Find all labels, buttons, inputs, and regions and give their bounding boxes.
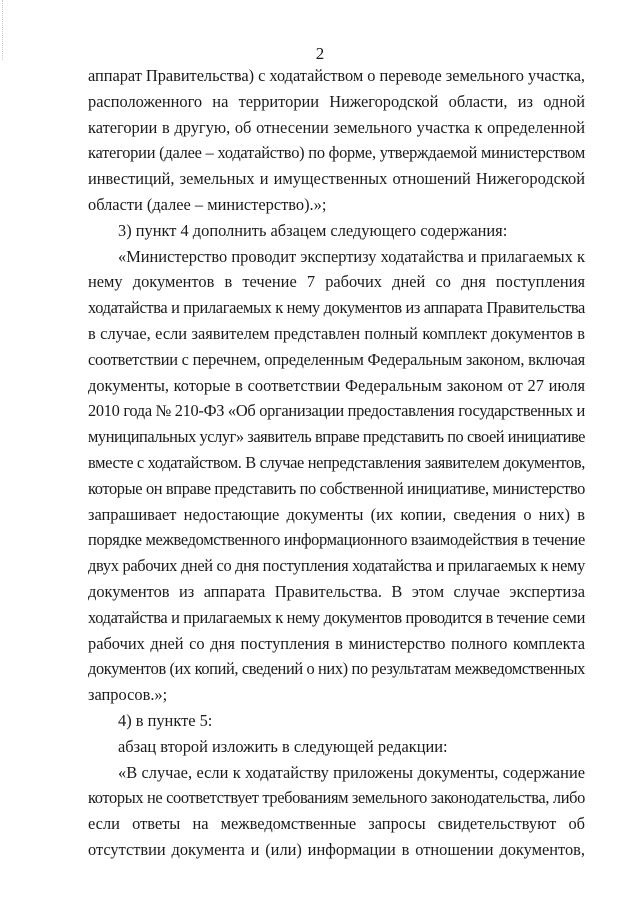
- text-line: категории (далее – ходатайство) по форме, утверждаемой министерством: [88, 143, 585, 163]
- text-line: нему документов в течение 7 рабочих дней со дня поступления: [88, 272, 585, 292]
- text-line: абзац второй изложить в следующей редакции:: [118, 736, 448, 756]
- text-line: порядке межведомственного информационного взаимодействия в течение: [88, 530, 585, 550]
- text-line: ходатайства и прилагаемых к нему документов из аппарата Правительства: [88, 298, 585, 318]
- text-line: рабочих дней со дня поступления в министерство полного комплекта: [88, 633, 585, 653]
- text-line: ходатайства и прилагаемых к нему документов проводится в течение семи: [88, 607, 585, 627]
- text-line: документов (их копий, сведений о них) по результатам межведомственных: [88, 659, 585, 679]
- text-line: вместе с ходатайством. В случае непредставления заявителем документов,: [88, 452, 585, 472]
- text-line: отсутствии документа и (или) информации в отношении документов,: [88, 839, 585, 859]
- page-number: 2: [315, 44, 325, 63]
- text-line: соответствии с перечнем, определенным Федеральным законом, включая: [88, 349, 585, 369]
- text-line: аппарат Правительства) с ходатайством о переводе земельного участка,: [88, 66, 585, 85]
- text-line: области (далее – министерство).»;: [88, 194, 327, 214]
- text-line: если ответы на межведомственные запросы свидетельствуют об: [88, 814, 585, 834]
- text-line: запросов.»;: [88, 685, 168, 705]
- text-line: которых не соответствует требованиям земельного законодательства, либо: [88, 788, 585, 808]
- text-line: документов из аппарата Правительства. В этом случае экспертиза: [88, 581, 585, 601]
- text-line: расположенного на территории Нижегородской области, из одной: [88, 91, 585, 111]
- text-line: в случае, если заявителем представлен полный комплект документов в: [88, 323, 585, 343]
- text-line: «Министерство проводит экспертизу ходатайства и прилагаемых к: [118, 246, 585, 266]
- text-line: 3) пункт 4 дополнить абзацем следующего содержания:: [118, 220, 508, 240]
- text-line: инвестиций, земельных и имущественных отношений Нижегородской: [88, 169, 585, 189]
- document-body: [88, 63, 585, 863]
- text-line: документы, которые в соответствии Федеральным законом от 27 июля: [88, 375, 585, 395]
- text-line: двух рабочих дней со дня поступления ходатайства и прилагаемых к нему: [88, 556, 585, 576]
- text-line: которые он вправе представить по собственной инициативе, министерство: [88, 478, 585, 498]
- text-line: запрашивает недостающие документы (их копии, сведения о них) в: [88, 504, 585, 524]
- text-line: 4) в пункте 5:: [118, 710, 213, 730]
- text-line: категории в другую, об отнесении земельного участка к определенной: [88, 117, 585, 137]
- text-line: муниципальных услуг» заявитель вправе представить по своей инициативе: [88, 427, 585, 447]
- text-line: «В случае, если к ходатайству приложены документы, содержание: [118, 762, 585, 782]
- text-line: 2010 года № 210-ФЗ «Об организации предоставления государственных и: [88, 401, 585, 421]
